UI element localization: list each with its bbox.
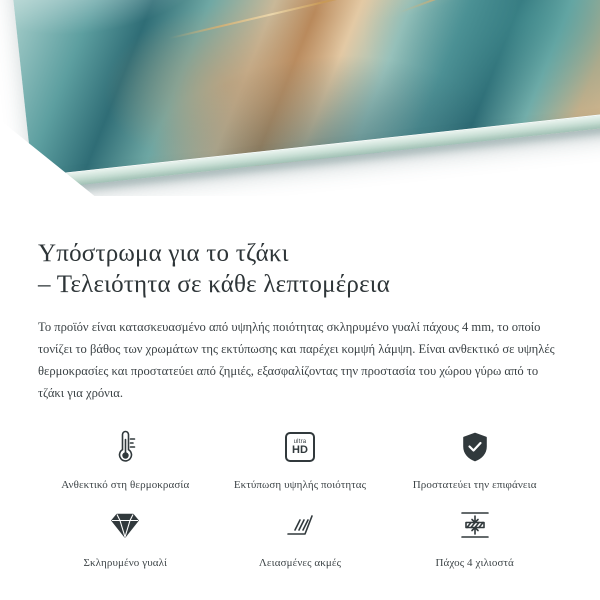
ultra-hd-icon — [277, 424, 323, 470]
hero-image — [0, 0, 600, 218]
thermometer-icon — [102, 424, 148, 470]
feature-label: Εκτύπωση υψηλής ποιότητας — [233, 479, 367, 491]
feature-item-tempered-glass — [38, 502, 213, 570]
thickness-arrows-icon — [452, 502, 498, 548]
shield-check-icon — [452, 424, 498, 470]
gold-vein — [399, 0, 568, 13]
gold-vein — [169, 0, 374, 39]
ultra-hd-badge-top: ultra — [293, 438, 307, 445]
page-title — [38, 238, 562, 300]
hero-image-inner — [0, 0, 600, 218]
description-paragraph: Το προϊόν είναι κατασκευασμένο από υψηλής ποιότητας σκληρυμένο γυαλί πάχους 4 mm, το οποίο τονίζει το βάθος των χρωμάτων της εκτύπωσης και παρέχει κομψή λάμψη. Είναι ανθεκτικό σε υψηλές θερμοκρασίες και προστατεύει από ζημιές, εξασφαλίζοντας την προστασία του χώρου γύρω από το τζάκι για χρόνια. — [38, 320, 555, 400]
page-title-line-2: – Τελειότητα σε κάθε λεπτομέρεια — [38, 271, 391, 298]
polished-edges-icon — [277, 502, 323, 548]
feature-grid — [38, 424, 562, 570]
feature-label: Προστατεύει την επιφάνεια — [412, 479, 537, 491]
feature-label: Λειασμένες ακμές — [258, 557, 342, 569]
feature-item-polished-edges — [213, 502, 388, 570]
page-title-line-1: Υπόστρωμα για το τζάκι — [38, 240, 289, 267]
content-section — [0, 238, 600, 570]
feature-label: Ανθεκτικό στη θερμοκρασία — [61, 479, 190, 491]
ultra-hd-badge-bottom: HD — [292, 443, 308, 456]
feature-item-print-quality — [213, 424, 388, 492]
feature-label: Σκληρυμένο γυαλί — [83, 557, 168, 569]
feature-item-temperature-resistant — [38, 424, 213, 492]
feature-item-surface-protection — [387, 424, 562, 492]
feature-item-thickness — [387, 502, 562, 570]
hero-bottom-mask — [0, 196, 600, 218]
diamond-icon — [102, 502, 148, 548]
feature-label: Πάχος 4 χιλιοστά — [435, 557, 514, 569]
ultra-hd-badge — [285, 432, 315, 462]
